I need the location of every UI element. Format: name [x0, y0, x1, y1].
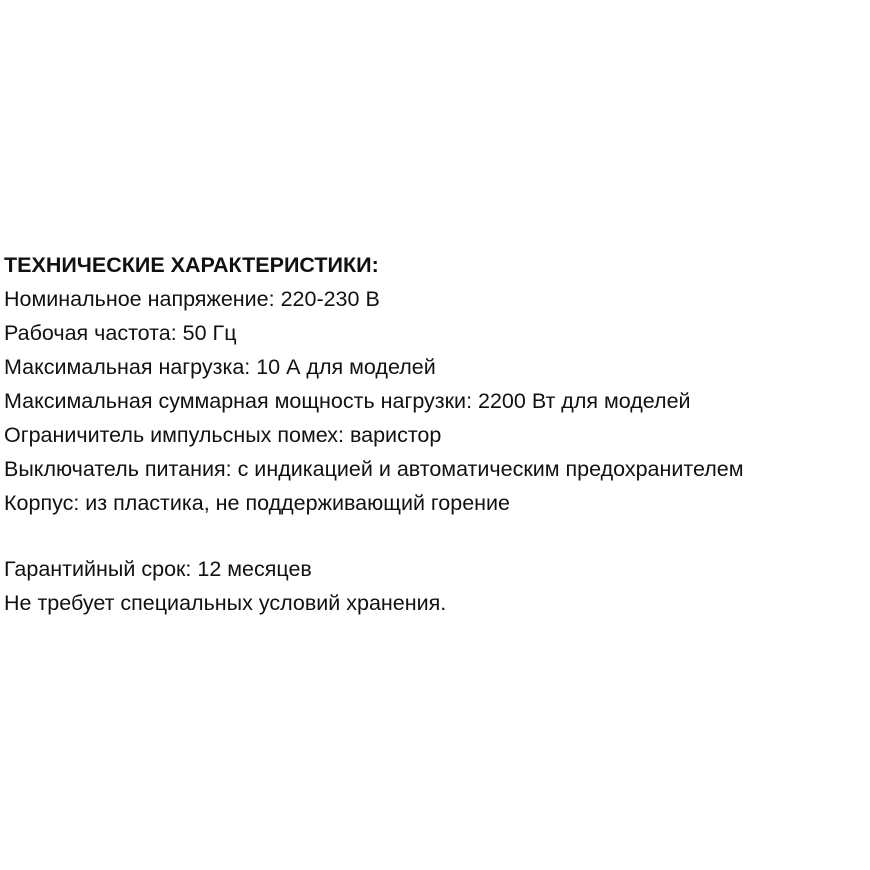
spec-line-voltage: Номинальное напряжение: 220-230 В — [4, 287, 380, 311]
storage-line: Не требует специальных условий хранения. — [4, 591, 447, 615]
spec-line-max-load: Максимальная нагрузка: 10 А для моделей — [4, 355, 436, 379]
warranty-line: Гарантийный срок: 12 месяцев — [4, 557, 312, 581]
spec-document — [4, 248, 866, 620]
spec-line-power-switch: Выключатель питания: с индикацией и автоматическим предохранителем — [4, 457, 744, 481]
spec-line-housing: Корпус: из пластика, не поддерживающий горение — [4, 491, 511, 515]
spec-line-max-power: Максимальная суммарная мощность нагрузки: 2200 Вт для моделей — [4, 389, 691, 413]
spec-heading: ТЕХНИЧЕСКИЕ ХАРАКТЕРИСТИКИ: — [4, 253, 379, 277]
spec-line-frequency: Рабочая частота: 50 Гц — [4, 321, 237, 345]
spec-line-surge-limiter: Ограничитель импульсных помех: варистор — [4, 423, 442, 447]
paragraph-gap — [4, 520, 866, 552]
